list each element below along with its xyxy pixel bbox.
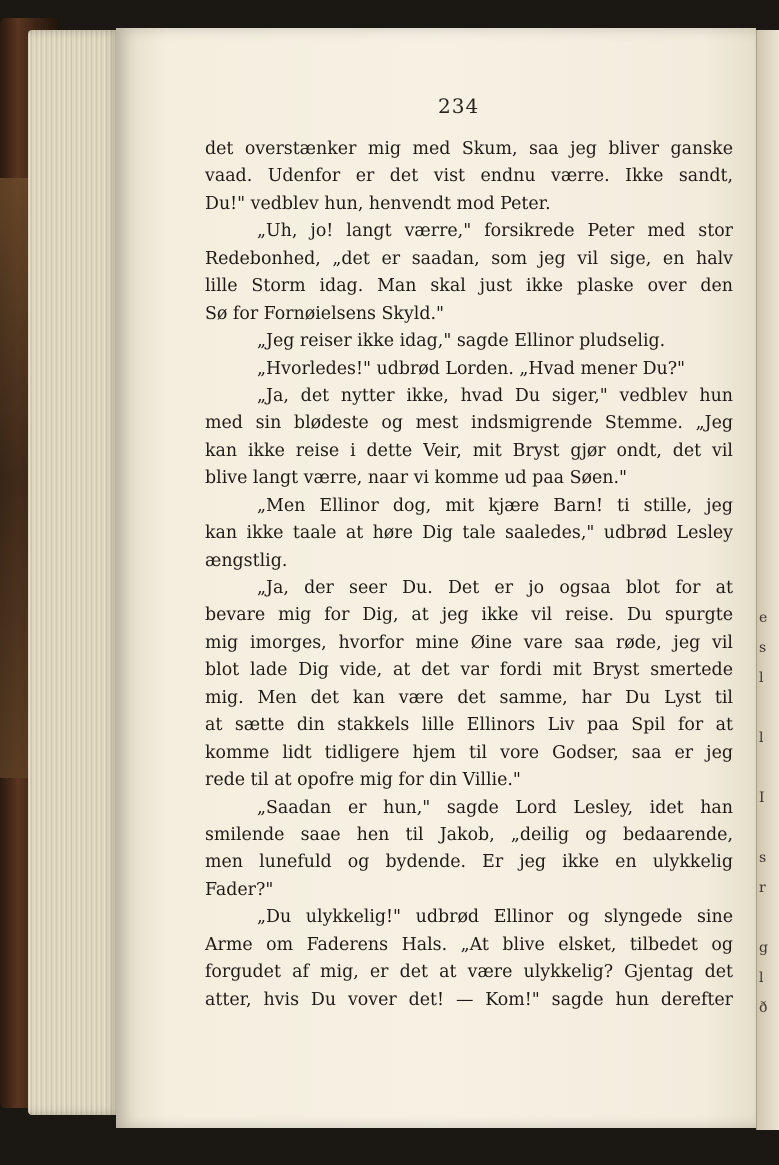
text-line: „Ja, det nytter ikke, hvad Du siger," vedblev hun — [257, 385, 733, 406]
facing-page-fragment: s — [759, 640, 767, 656]
facing-page-fragment: g — [759, 940, 768, 956]
text-line: „Hvorledes!" udbrød Lorden. „Hvad mener Du?" — [257, 358, 686, 379]
page-number: 234 — [438, 94, 480, 118]
text-line: ængstlig. — [205, 550, 288, 571]
text-line: Fader?" — [205, 879, 274, 900]
facing-page-fragment: l — [759, 970, 764, 986]
text-line: komme lidt tidligere hjem til vore Godser, saa er jeg — [205, 742, 733, 763]
text-line: Arme om Faderens Hals. „At blive elsket, tilbedet og — [205, 934, 733, 955]
facing-page-fragment: e — [759, 610, 768, 626]
facing-page-fragment: ð — [759, 1000, 768, 1016]
text-line: at sætte din stakkels lille Ellinors Liv paa Spil for at — [205, 715, 733, 736]
text-line: „Uh, jo! langt værre," forsikrede Peter med stor — [257, 221, 733, 242]
text-line: smilende saae hen til Jakob, „deilig og bedaarende, — [205, 824, 733, 845]
text-line: Sø for Fornøielsens Skyld." — [205, 303, 445, 324]
facing-page-edge — [756, 30, 779, 1130]
text-line: „Jeg reiser ikke idag," sagde Ellinor pludselig. — [257, 331, 666, 352]
text-line: mig. Men det kan være det samme, har Du Lyst til — [205, 687, 733, 708]
text-line: bevare mig for Dig, at jeg ikke vil reise. Du spurgte — [205, 605, 733, 626]
text-line: men lunefuld og bydende. Er jeg ikke en ulykkelig — [205, 852, 733, 873]
text-line: „Men Ellinor dog, mit kjære Barn! ti stille, jeg — [257, 495, 733, 516]
text-line: blot lade Dig vide, at det var fordi mit Bryst smertede — [205, 660, 733, 681]
page-body-text — [205, 136, 733, 1014]
text-line: Redebonhed, „det er saadan, som jeg vil sige, en halv — [205, 248, 733, 269]
text-line: forgudet af mig, er det at være ulykkelig? Gjentag det — [205, 962, 733, 983]
facing-page-fragment: l — [759, 670, 764, 686]
text-line: „Du ulykkelig!" udbrød Ellinor og slyngede sine — [257, 907, 733, 928]
facing-page-fragment: r — [759, 880, 766, 896]
text-line: med sin blødeste og mest indsmigrende Stemme. „Jeg — [205, 413, 733, 434]
facing-page-fragment: s — [759, 850, 767, 866]
text-line: kan ikke reise i dette Veir, mit Bryst gjør ondt, det vil — [205, 440, 733, 461]
facing-page-fragment: l — [759, 730, 764, 746]
text-line: Du!" vedblev hun, henvendt mod Peter. — [205, 193, 551, 214]
page-edges — [28, 30, 120, 1115]
text-line: vaad. Udenfor er det vist endnu værre. Ikke sandt, — [205, 166, 733, 187]
text-line: blive langt værre, naar vi komme ud paa Søen." — [205, 468, 627, 489]
text-line: „Ja, der seer Du. Det er jo ogsaa blot for at — [257, 578, 733, 598]
text-line: „Saadan er hun," sagde Lord Lesley, idet han — [257, 797, 733, 818]
text-line: rede til at opofre mig for din Villie." — [205, 770, 521, 791]
cover-binding-band — [0, 178, 30, 778]
text-line: lille Storm idag. Man skal just ikke plaske over den — [205, 276, 733, 297]
text-line: det overstænker mig med Skum, saa jeg bliver ganske — [205, 139, 733, 159]
text-line: atter, hvis Du vover det! — Kom!" sagde hun derefter — [205, 989, 733, 1010]
facing-page-fragment: I — [759, 790, 765, 806]
text-line: mig imorges, hvorfor mine Øine vare saa røde, jeg vil — [205, 632, 733, 653]
text-line: kan ikke taale at høre Dig tale saaledes," udbrød Lesley — [205, 523, 733, 544]
